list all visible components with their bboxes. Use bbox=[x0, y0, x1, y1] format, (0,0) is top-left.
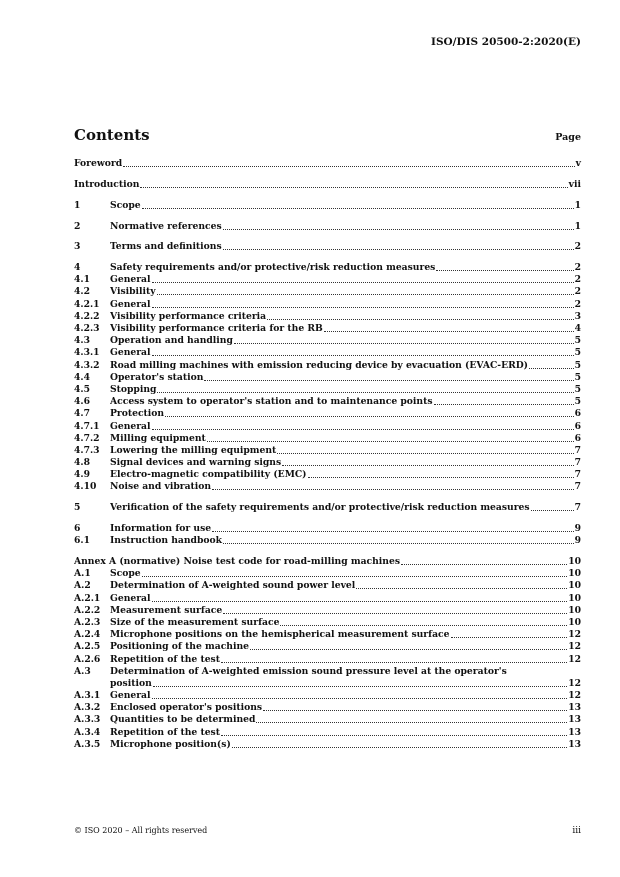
dot-leader bbox=[223, 249, 574, 250]
toc-entry-page: 5 bbox=[574, 383, 581, 395]
toc-entry-page: 2 bbox=[574, 298, 581, 310]
toc-entry-title: General bbox=[110, 592, 151, 604]
toc-entry[interactable] bbox=[74, 285, 581, 297]
toc-entry[interactable] bbox=[74, 555, 581, 567]
toc-entry-page: 7 bbox=[574, 444, 581, 456]
toc-entry-number: 4.8 bbox=[74, 457, 90, 469]
toc-entry-number: A.2.3 bbox=[74, 616, 101, 628]
toc-entry-page: 10 bbox=[568, 556, 581, 567]
toc-entry[interactable] bbox=[74, 604, 581, 616]
toc-entry-title: Electro-magnetic compatibility (EMC) bbox=[110, 469, 307, 481]
toc-entry-number: A.2.2 bbox=[74, 604, 101, 616]
toc-entry-page: 5 bbox=[574, 396, 581, 408]
toc-entry-page: 3 bbox=[574, 310, 581, 322]
dot-leader bbox=[142, 208, 574, 209]
toc-entry-number: 6 bbox=[74, 523, 81, 535]
toc-entry-title: Enclosed operator's positions bbox=[110, 702, 263, 714]
toc-entry-page: 6 bbox=[574, 432, 581, 444]
toc-entry-page: 12 bbox=[568, 629, 581, 641]
toc-entry-number: 4.3 bbox=[74, 335, 90, 347]
toc-entry-title: Quantities to be determined bbox=[110, 714, 256, 726]
dot-leader bbox=[152, 698, 568, 699]
toc-entry-page: 5 bbox=[574, 335, 581, 347]
toc-entry-page: 7 bbox=[574, 502, 581, 514]
toc-entry-page: 12 bbox=[568, 653, 581, 665]
toc-entry[interactable] bbox=[74, 579, 581, 591]
toc-entry-page: 12 bbox=[568, 690, 581, 702]
toc-entry[interactable] bbox=[74, 738, 581, 750]
toc-entry-number: A.3.2 bbox=[74, 702, 101, 714]
toc-entry-title: Annex A (normative) Noise test code for road-milling machines bbox=[74, 556, 400, 567]
toc-entry-page: 4 bbox=[574, 323, 581, 335]
toc-entry[interactable] bbox=[74, 456, 581, 468]
toc-entry-title: Introduction bbox=[74, 178, 140, 190]
toc-entry-title: Repetition of the test bbox=[110, 653, 220, 665]
toc-entry[interactable] bbox=[74, 522, 581, 534]
toc-entry[interactable] bbox=[74, 273, 581, 285]
page-number: iii bbox=[572, 826, 581, 836]
toc-entry-page: 13 bbox=[568, 726, 581, 738]
toc-entry-title: Safety requirements and/or protective/risk reduction measures bbox=[110, 262, 436, 274]
toc-entry-number: 6.1 bbox=[74, 535, 90, 547]
dot-leader bbox=[123, 166, 575, 167]
toc-entry[interactable] bbox=[74, 616, 581, 628]
toc-entry-title: Measurement surface bbox=[110, 604, 223, 616]
toc-entry-page: 1 bbox=[574, 220, 581, 232]
dot-leader bbox=[204, 380, 573, 381]
toc-entry[interactable] bbox=[74, 358, 581, 370]
toc-entry-page: 10 bbox=[568, 604, 581, 616]
toc-entry-page: 5 bbox=[574, 359, 581, 371]
dot-leader bbox=[140, 187, 567, 188]
toc-entry-title: Positioning of the machine bbox=[110, 641, 249, 653]
toc-entry-page: 6 bbox=[574, 420, 581, 432]
toc-entry-page: 13 bbox=[568, 738, 581, 750]
toc-entry-title: Repetition of the test bbox=[110, 726, 220, 738]
toc-entry-title: Signal devices and warning signs bbox=[110, 457, 282, 469]
toc-entry-number: 4.4 bbox=[74, 371, 90, 383]
toc-entry-number: 4.2.1 bbox=[74, 298, 100, 310]
toc-entry[interactable] bbox=[74, 157, 581, 169]
dot-leader bbox=[152, 282, 574, 283]
toc-entry[interactable] bbox=[74, 652, 581, 664]
toc-entry[interactable] bbox=[74, 240, 581, 252]
toc-entry-number: 4.7 bbox=[74, 408, 90, 420]
dot-leader bbox=[212, 489, 574, 490]
dot-leader bbox=[165, 416, 573, 417]
toc-entry[interactable] bbox=[74, 395, 581, 407]
toc-entry-title: Determination of A-weighted emission sound pressure level at the operator's bbox=[110, 665, 507, 677]
dot-leader bbox=[531, 510, 574, 511]
dot-leader bbox=[153, 686, 567, 687]
toc-entry-number: A.2.6 bbox=[74, 653, 101, 665]
toc-entry[interactable] bbox=[74, 334, 581, 346]
toc-entry-number: 4.9 bbox=[74, 469, 90, 481]
toc-entry-number: 4.1 bbox=[74, 274, 90, 286]
toc-entry-title: Noise and vibration bbox=[110, 481, 212, 493]
dot-leader bbox=[436, 270, 573, 271]
toc-entry-page: 13 bbox=[568, 702, 581, 714]
toc-entry-page: 7 bbox=[574, 469, 581, 481]
dot-leader bbox=[152, 601, 568, 602]
toc-entry[interactable] bbox=[74, 501, 581, 513]
toc-entry[interactable] bbox=[74, 346, 581, 358]
toc-entry[interactable] bbox=[74, 261, 581, 273]
toc-entry-title: Lowering the milling equipment bbox=[110, 444, 277, 456]
toc-entry[interactable] bbox=[74, 199, 581, 211]
toc-entry-number: 4.5 bbox=[74, 383, 90, 395]
toc-entry-number: 4.2.3 bbox=[74, 323, 100, 335]
toc-entry-title: General bbox=[110, 420, 151, 432]
copyright-notice: © ISO 2020 – All rights reserved bbox=[74, 826, 208, 835]
contents-heading-row bbox=[74, 124, 581, 144]
toc-entry-number: 4.7.3 bbox=[74, 444, 100, 456]
toc-entry-page: 10 bbox=[568, 568, 581, 580]
toc-entry-number: A.2.5 bbox=[74, 641, 101, 653]
document-id: ISO/DIS 20500-2:2020(E) bbox=[431, 36, 581, 48]
toc-entry[interactable] bbox=[74, 628, 581, 640]
toc-entry-number: 4 bbox=[74, 262, 81, 274]
toc-entry-page: 7 bbox=[574, 481, 581, 493]
toc-entry-page: 7 bbox=[574, 457, 581, 469]
toc-entry-title: Normative references bbox=[110, 220, 222, 232]
toc-entry-title: Access system to operator's station and to maintenance points bbox=[110, 396, 433, 408]
dot-leader bbox=[282, 465, 573, 466]
dot-leader bbox=[256, 722, 567, 723]
toc-entry-title: Instruction handbook bbox=[110, 535, 223, 547]
toc-entry-title: Visibility bbox=[110, 286, 156, 298]
toc-entry[interactable] bbox=[74, 480, 581, 492]
toc-entry-number: A.2 bbox=[74, 580, 91, 592]
toc-entry[interactable] bbox=[74, 432, 581, 444]
dot-leader bbox=[157, 294, 574, 295]
toc-entry[interactable] bbox=[74, 591, 581, 603]
toc-entry[interactable] bbox=[74, 310, 581, 322]
toc-entry-number: 3 bbox=[74, 241, 81, 253]
toc-entry-number: 1 bbox=[74, 199, 81, 211]
toc-entry-page: 13 bbox=[568, 714, 581, 726]
toc-entry-title: Microphone position(s) bbox=[110, 738, 231, 750]
toc-entry-number: 4.3.2 bbox=[74, 359, 100, 371]
toc-entry-title: General bbox=[110, 690, 151, 702]
toc-entry-number: 4.10 bbox=[74, 481, 97, 493]
toc-entry[interactable] bbox=[74, 322, 581, 334]
dot-leader bbox=[223, 543, 574, 544]
toc-entry[interactable] bbox=[74, 713, 581, 725]
toc-entry-page: 2 bbox=[574, 274, 581, 286]
toc-entry[interactable] bbox=[74, 689, 581, 701]
toc-entry-page: 5 bbox=[574, 371, 581, 383]
dot-leader bbox=[434, 404, 574, 405]
toc-entry-title: Milling equipment bbox=[110, 432, 206, 444]
toc-entry[interactable] bbox=[74, 407, 581, 419]
toc-entry[interactable] bbox=[74, 725, 581, 737]
toc-entry-title: Scope bbox=[110, 568, 141, 580]
toc-entry-title: Size of the measurement surface bbox=[110, 616, 280, 628]
toc-entry[interactable] bbox=[74, 383, 581, 395]
dot-leader bbox=[223, 613, 567, 614]
toc-entry-title: Operation and handling bbox=[110, 335, 233, 347]
dot-leader bbox=[234, 343, 574, 344]
toc-entry-title: Operator's station bbox=[110, 371, 204, 383]
dot-leader bbox=[267, 319, 573, 320]
toc-entry-title: Scope bbox=[110, 199, 141, 211]
toc-entry-number: A.3.5 bbox=[74, 738, 101, 750]
dot-leader bbox=[529, 368, 574, 369]
toc-entry-number: 2 bbox=[74, 220, 81, 232]
dot-leader bbox=[280, 625, 567, 626]
dot-leader bbox=[356, 588, 567, 589]
toc-entry-title: General bbox=[110, 298, 151, 310]
toc-entry-number: 5 bbox=[74, 502, 81, 514]
toc-entry-page: 12 bbox=[568, 677, 581, 689]
toc-entry-number: A.2.1 bbox=[74, 592, 101, 604]
toc-entry-title: Protection bbox=[110, 408, 165, 420]
toc-entry-number: A.3.3 bbox=[74, 714, 101, 726]
toc-entry[interactable] bbox=[74, 640, 581, 652]
dot-leader bbox=[152, 429, 574, 430]
page-column-label: Page bbox=[555, 132, 581, 143]
toc-entry-number: 4.2 bbox=[74, 286, 90, 298]
toc-entry[interactable] bbox=[74, 665, 581, 689]
toc-entry[interactable] bbox=[74, 468, 581, 480]
dot-leader bbox=[324, 331, 574, 332]
toc-entry-title: Verification of the safety requirements and/or protective/risk reduction measures bbox=[110, 502, 530, 514]
dot-leader bbox=[232, 747, 567, 748]
toc-entry-page: 12 bbox=[568, 641, 581, 653]
toc-entry-number: A.1 bbox=[74, 568, 91, 580]
toc-entry-title: Visibility performance criteria bbox=[110, 310, 267, 322]
toc-entry-number: 4.6 bbox=[74, 396, 90, 408]
toc-entry-page: vii bbox=[568, 178, 581, 190]
toc-entry-number: 4.7.2 bbox=[74, 432, 100, 444]
toc-entry-title: Visibility performance criteria for the RB bbox=[110, 323, 323, 335]
toc-entry-page: 2 bbox=[574, 286, 581, 298]
toc-entry[interactable] bbox=[74, 567, 581, 579]
dot-leader bbox=[221, 662, 567, 663]
dot-leader bbox=[152, 355, 574, 356]
toc-entry-page: 9 bbox=[574, 535, 581, 547]
dot-leader bbox=[142, 576, 568, 577]
dot-leader bbox=[263, 710, 567, 711]
dot-leader bbox=[223, 229, 574, 230]
toc-entry-title: Road milling machines with emission reducing device by evacuation (EVAC-ERD) bbox=[110, 359, 529, 371]
toc-entry-title: Information for use bbox=[110, 523, 212, 535]
toc-entry-page: 10 bbox=[568, 580, 581, 592]
dot-leader bbox=[250, 649, 567, 650]
dot-leader bbox=[277, 453, 573, 454]
dot-leader bbox=[308, 477, 574, 478]
toc-entry-number: 4.7.1 bbox=[74, 420, 100, 432]
toc-entry-title: Microphone positions on the hemispherical measurement surface bbox=[110, 629, 450, 641]
contents-title: Contents bbox=[74, 126, 150, 144]
dot-leader bbox=[207, 441, 574, 442]
toc-entry-title: General bbox=[110, 347, 151, 359]
toc-entry[interactable] bbox=[74, 178, 581, 190]
toc-entry-page: 10 bbox=[568, 592, 581, 604]
toc-entry-number: A.2.4 bbox=[74, 629, 101, 641]
toc-entry-page: 2 bbox=[574, 241, 581, 253]
toc-entry-page: 6 bbox=[574, 408, 581, 420]
toc-entry-page: 1 bbox=[574, 199, 581, 211]
toc-entry-number: 4.2.2 bbox=[74, 310, 100, 322]
toc-entry-page: 9 bbox=[574, 523, 581, 535]
toc-entry-page: 5 bbox=[574, 347, 581, 359]
toc-entry[interactable] bbox=[74, 419, 581, 431]
toc-entry-title: Terms and definitions bbox=[110, 241, 222, 253]
dot-leader bbox=[451, 637, 568, 638]
toc-entry-title: General bbox=[110, 274, 151, 286]
toc-entry-number: A.3 bbox=[74, 665, 91, 677]
dot-leader bbox=[152, 307, 574, 308]
toc-entry-page: 2 bbox=[574, 262, 581, 274]
toc-entry-page: 10 bbox=[568, 616, 581, 628]
toc-entry[interactable] bbox=[74, 219, 581, 231]
dot-leader bbox=[157, 392, 573, 393]
toc-entry-page: v bbox=[575, 158, 581, 170]
toc-entry[interactable] bbox=[74, 444, 581, 456]
toc-entry-number: 4.3.1 bbox=[74, 347, 100, 359]
toc-entry[interactable] bbox=[74, 701, 581, 713]
toc-entry[interactable] bbox=[74, 297, 581, 309]
toc-entry-number: A.3.4 bbox=[74, 726, 101, 738]
toc-entry[interactable] bbox=[74, 371, 581, 383]
dot-leader bbox=[212, 531, 573, 532]
toc-entry-title: Foreword bbox=[74, 158, 123, 170]
toc-entry-title-continued: position bbox=[110, 677, 152, 689]
table-of-contents bbox=[74, 157, 581, 750]
dot-leader bbox=[401, 564, 567, 565]
toc-entry-title: Stopping bbox=[110, 383, 157, 395]
toc-entry-number: A.3.1 bbox=[74, 690, 101, 702]
toc-entry[interactable] bbox=[74, 534, 581, 546]
dot-leader bbox=[221, 735, 567, 736]
toc-entry-title: Determination of A-weighted sound power level bbox=[110, 580, 356, 592]
